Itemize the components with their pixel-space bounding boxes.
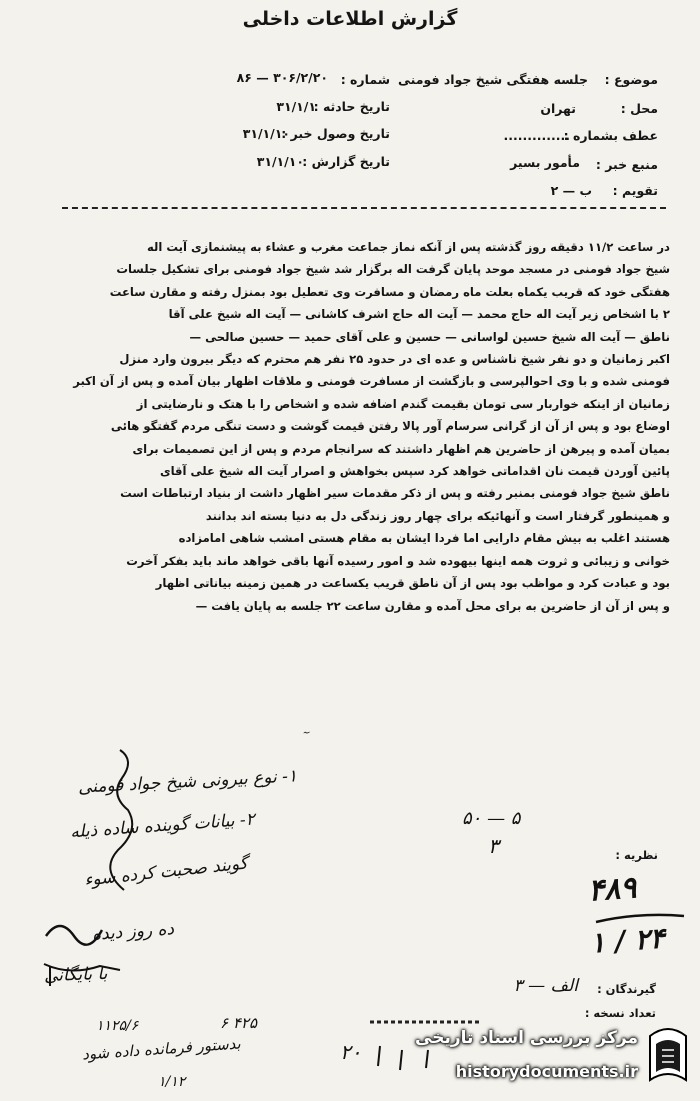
handwritten-bottom-signed: بدستور فرمانده داده شود <box>81 1034 242 1064</box>
recipients-label: گیرندگان : <box>597 982 656 996</box>
watermark-text-fa: مرکز بررسی اسناد تاریخی <box>415 1028 638 1048</box>
body-line: فومنی شده و با وی احوالپرسی و بازگشت از مسافرت فومنی و ملاقات اظهار بیان آمده و پس از آن اکبر <box>73 374 670 389</box>
archive-logo-icon <box>642 1022 694 1092</box>
recipients-value: الف — ۳ <box>513 976 578 996</box>
body-line: ناطق شیخ جواد فومنی بمنبر رفته و پس از ذکر مقدمات سیر اظهار داشت از بنیاد ارتباطات است <box>120 486 670 501</box>
document-title: گزارش اطلاعات داخلی <box>242 8 458 30</box>
handwritten-bottom-code: ۱۱۲۵/۶ <box>96 1018 139 1034</box>
handwritten-note: ۱- نوع بیرونی شیخ جواد فومنی <box>77 766 298 798</box>
report-body <box>48 236 670 617</box>
signature-scribble <box>40 740 270 1000</box>
place-value: تهران <box>540 101 576 116</box>
body-line: و پس از آن از حاضرین به برای محل آمده و مقارن ساعت ۲۲ جلسه به پایان یافت — <box>195 598 670 613</box>
body-line: پائین آوردن قیمت نان اقداماتی خواهد کرد سپس بخواهش و اصرار آیت اله شیخ علی آقای <box>159 464 670 479</box>
report-date-value: ۳۱/۱/۱۰ <box>256 154 304 169</box>
handwritten-note: ۲- بیانات گوینده ساده ذیله <box>69 809 256 843</box>
body-line: در ساعت ۱۱/۲ دقیقه روز گذشته پس از آنکه نماز جماعت مغرب و عشاء به پیشنمازی آیت اله <box>147 240 670 254</box>
body-line: ۲ با اشخاص زیر آیت اله حاج محمد — آیت اله حاج اشرف کاشانی — آیت اله شیخ علی آقا <box>168 307 670 322</box>
body-line: اوضاع بود و پس از آن از گرانی سرسام آور پالا رفتن قیمت گوشت و دست تنگی مردم گفتگو هائی <box>110 419 670 434</box>
body-line: هفتگی خود که قریب یکماه بعلت ماه رمضان و مسافرت وی تعطیل بود بمنزل رفته و مقارن ساعت <box>109 284 670 299</box>
attachments-value: .............. <box>503 128 570 143</box>
number-label: شماره : <box>340 72 390 87</box>
handwritten-fraction-top: ۵ — ۵۰ <box>462 808 521 829</box>
subject-label: موضوع : <box>604 72 658 87</box>
body-line: هستند اغلب به بیش مقام دارایی اما فردا ایشان به مقام هستی امشب شاهی امامزاده <box>178 531 670 546</box>
header-divider <box>62 207 666 209</box>
body-line: خوانی و زیبائی و ثروت همه اینها بیهوده شد و امور رسیده آنها باقی خواهد ماند باید بفکر آخرت <box>126 553 670 568</box>
opinion-label: نظریه : <box>615 848 658 862</box>
archive-watermark <box>415 1018 696 1098</box>
handwritten-bottom-mark: ۲۰ <box>340 1040 362 1064</box>
body-line: بود و عبادت کرد و مواظب بود پس از آن ناطق قریب یکساعت در همین زمینه بیاناتی اظهار <box>155 576 670 591</box>
report-date-label: تاریخ گزارش : <box>302 154 390 169</box>
source-label: منبع خبر : <box>595 157 658 172</box>
margin-mark <box>590 860 690 970</box>
receipt-date-label: تاریخ وصول خبر : <box>281 126 390 141</box>
place-label: محل : <box>620 101 658 116</box>
handwritten-archive-subnumber: ۲۴ / ۱ <box>588 921 666 960</box>
handwritten-note: گویند صحبت کرده سوء <box>83 853 249 891</box>
body-line: بمیان آمده و پیرهن از حاضرین هم اظهار داشتند که سرانجام مردم و پس از این تصمیمات برای <box>132 441 670 456</box>
number-value: ۳۰۶/۲/۲۰ — ۸۶ <box>236 70 328 85</box>
body-line: اکبر زمانیان و دو نفر شیخ ناشناس و عده ای در حدود ۲۵ نفر هم محترم که دیگر بیرون وارد منزل <box>119 352 670 367</box>
receipt-date-value: ۳۱/۱/۱۰ <box>242 126 290 141</box>
event-date-value: ۳۱/۱/۱ <box>276 99 316 114</box>
body-line: و همینطور گرفتار است و آنهائیکه برای چهار روز زندگی دل به دنیا بسته اند بدانند <box>205 508 670 523</box>
handwritten-bottom-mid: ۴۲۵ ۶ <box>220 1014 258 1032</box>
handwritten-bottom-page: ۱/۱۲ <box>158 1074 186 1090</box>
subject-value: جلسه هفتگی شیخ جواد فومنی <box>398 72 588 87</box>
copies-label: تعداد نسخه : <box>584 1006 656 1020</box>
event-date-label: تاریخ حادثه : <box>313 99 390 114</box>
attachments-label: عطف بشماره : <box>563 128 658 143</box>
handwritten-note: با بایگانی <box>43 963 108 987</box>
source-value: مأمور بسیر <box>510 155 580 170</box>
body-line: ناطق — آیت اله شیخ حسین لواسانی — حسین و علی آقای حمید — حسین صالحی — <box>189 329 670 344</box>
body-line: زمانیان از اینکه خواربار سی تومان بقیمت گندم اضافه شده و اشخاص را با هتک و نارضایتی از <box>136 396 670 411</box>
handwritten-fraction-bottom: ۳ <box>488 834 499 858</box>
handwritten-note: ده روز دیده <box>91 919 175 945</box>
body-line: شیخ جواد فومنی در مسجد موحد پایان گرفت اله برگزار شد شیخ جواد فومنی برای تشکیل جلسات <box>116 262 670 277</box>
evaluation-value: ب — ۲ <box>550 183 592 198</box>
watermark-text-en: historydocuments.ir <box>455 1062 638 1081</box>
handwritten-archive-number: ۴۸۹ <box>586 870 638 909</box>
evaluation-label: تقویم : <box>612 183 658 198</box>
